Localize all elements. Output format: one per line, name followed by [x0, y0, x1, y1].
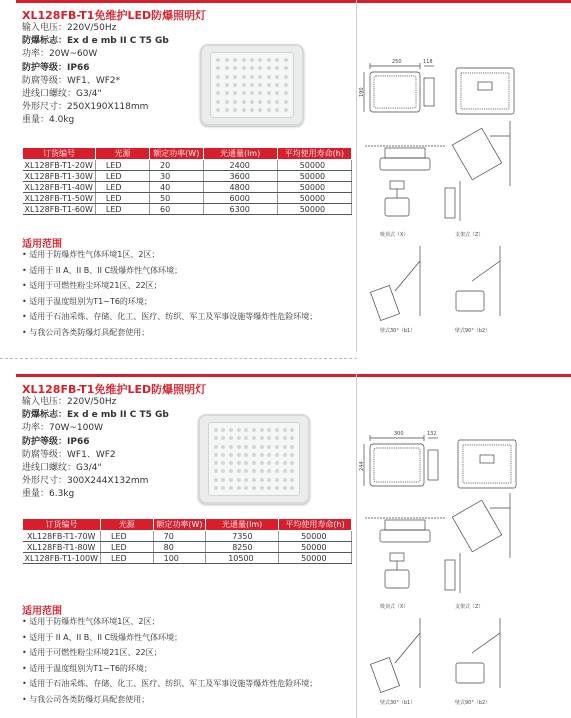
led-dot	[237, 436, 241, 440]
col-power: 额定功率(W)	[150, 148, 204, 160]
order-table	[22, 147, 352, 215]
cell-order: XL128FB-T1-80W	[23, 542, 101, 553]
list-item: • 适用于防爆炸性气体环境1区、2区；	[22, 250, 160, 259]
cell-lumen: 2400	[203, 160, 277, 171]
led-dot	[244, 478, 248, 482]
led-dot	[290, 478, 294, 482]
applications-title: 适用范围	[22, 606, 62, 617]
led-dot	[229, 486, 233, 490]
spec-weight: 重量：6.3kg	[22, 489, 75, 500]
led-dot	[267, 75, 271, 79]
led-dot	[229, 445, 233, 449]
list-item: • 与我公司各类防爆灯具配套使用；	[22, 327, 150, 337]
table-row	[23, 171, 352, 182]
cell-power: 40	[150, 182, 204, 193]
led-dot	[267, 453, 271, 457]
col-light-source: 光源	[95, 148, 149, 160]
column-divider	[356, 0, 357, 352]
cell-order: XL128FB-T1-70W	[23, 531, 101, 542]
front-view-drawing	[364, 63, 514, 114]
led-dot	[290, 453, 294, 457]
led-dot	[284, 75, 288, 79]
cell-lumen: 10500	[206, 553, 279, 564]
technical-drawings	[360, 56, 570, 346]
cell-life: 50000	[277, 193, 351, 204]
led-dot	[233, 100, 237, 104]
led-dot	[242, 83, 246, 87]
led-dot	[258, 91, 262, 95]
led-dot	[250, 58, 254, 62]
table-header-row	[23, 148, 352, 160]
bracket-mount-drawing	[452, 121, 510, 186]
applications-title: 适用范围	[22, 239, 62, 250]
table-row	[23, 193, 352, 204]
led-dot	[258, 83, 262, 87]
led-dot	[284, 83, 288, 87]
list-item: • 适用于防爆炸性气体环境1区、2区；	[22, 617, 160, 626]
dim-width: 250	[392, 59, 402, 65]
cell-lumen: 3600	[203, 171, 277, 182]
led-dot	[214, 486, 218, 490]
cell-order: XL128FB-T1-30W	[23, 171, 96, 182]
led-dot	[233, 58, 237, 62]
led-dot	[216, 75, 220, 79]
spec-ex-mark: 防爆标志：Ex d e mb II C T5 Gb	[22, 36, 169, 47]
list-item: • 适用于 II A、II B、II C级爆炸性气体环境；	[22, 265, 183, 275]
mount-label-x: 吸顶式（X）	[380, 232, 409, 238]
col-light-source: 光源	[101, 519, 154, 531]
led-dot	[252, 486, 256, 490]
led-dot	[237, 486, 241, 490]
led-dot	[267, 428, 271, 432]
led-dot	[216, 58, 220, 62]
led-dot	[214, 478, 218, 482]
led-dot	[283, 478, 287, 482]
led-dot	[260, 453, 264, 457]
led-dot	[242, 108, 246, 112]
led-dot	[283, 461, 287, 465]
led-dot	[214, 436, 218, 440]
spec-voltage: 输入电压：220V/50Hz	[22, 397, 117, 407]
led-dot	[260, 478, 264, 482]
dim-height: 244	[359, 461, 365, 471]
led-dot	[252, 428, 256, 432]
led-dot	[283, 453, 287, 457]
list-item: • 适用于石油采炼、存储、化工、医疗、纺织、军工及军事设施等爆炸性危险环境；	[22, 679, 318, 688]
led-dot	[244, 445, 248, 449]
mount-label-b1: 壁式30°（b1）	[380, 328, 416, 334]
led-dot	[275, 486, 279, 490]
led-dot	[214, 428, 218, 432]
led-dot	[242, 58, 246, 62]
product-section-1	[0, 0, 571, 352]
led-dot	[244, 428, 248, 432]
mount-label-b2: 壁式90°（b2）	[455, 700, 491, 706]
led-dot	[244, 469, 248, 473]
led-dot	[283, 428, 287, 432]
led-dot	[284, 58, 288, 62]
mount-label-x: 吸顶式（X）	[380, 604, 409, 610]
spec-list	[22, 22, 169, 128]
ceiling-mount-drawing	[365, 146, 445, 170]
led-dot	[284, 91, 288, 95]
led-dot	[233, 75, 237, 79]
cell-lumen: 4800	[203, 182, 277, 193]
column-divider	[356, 374, 357, 718]
pendant-mount-drawing	[385, 181, 460, 221]
led-dot	[275, 66, 279, 70]
table-row	[23, 542, 352, 553]
led-dot	[225, 75, 229, 79]
pendant-mount-drawing	[385, 553, 460, 593]
product-photo	[198, 414, 310, 504]
cell-lumen: 6300	[203, 204, 277, 215]
led-dot	[252, 478, 256, 482]
cell-life: 50000	[277, 171, 351, 182]
led-dot	[290, 428, 294, 432]
list-item: • 适用于温度组别为T1~T6的环境；	[22, 663, 152, 673]
led-dot	[233, 66, 237, 70]
led-dot	[244, 436, 248, 440]
led-dot	[216, 108, 220, 112]
led-dot	[221, 445, 225, 449]
led-dot	[237, 445, 241, 449]
led-dot	[252, 469, 256, 473]
product-section-2	[0, 374, 571, 718]
led-dot	[267, 83, 271, 87]
led-dot	[216, 83, 220, 87]
led-dot	[233, 108, 237, 112]
spec-weight: 重量：4.0kg	[22, 115, 75, 126]
col-lumen: 光通量(lm)	[203, 148, 277, 160]
led-dot	[250, 91, 254, 95]
led-dot	[267, 478, 271, 482]
led-dot	[221, 436, 225, 440]
led-dot	[275, 453, 279, 457]
list-item: • 适用于可燃性粉尘环境21区、22区；	[22, 648, 162, 657]
led-dot	[229, 436, 233, 440]
cell-order: XL128FB-T1-50W	[23, 193, 96, 204]
led-dot	[275, 75, 279, 79]
cell-source: LED	[95, 160, 149, 171]
spec-power: 功率：70W~100W	[22, 423, 103, 434]
led-dot	[250, 83, 254, 87]
led-dot	[267, 58, 271, 62]
led-dot	[237, 453, 241, 457]
cell-source: LED	[101, 542, 154, 553]
spec-ip: 防护等级：IP66	[22, 62, 90, 73]
col-power: 额定功率(W)	[153, 519, 206, 531]
col-lumen: 光通量(lm)	[206, 519, 279, 531]
wall-mount-90-drawing	[456, 246, 500, 316]
cell-power: 60	[150, 204, 204, 215]
applications-list	[22, 247, 317, 340]
led-dot	[267, 461, 271, 465]
col-order-no: 订货编号	[23, 148, 96, 160]
table-row	[23, 553, 352, 564]
led-dot	[229, 469, 233, 473]
led-dot	[252, 445, 256, 449]
led-dot	[290, 445, 294, 449]
led-dot	[258, 58, 262, 62]
led-dot	[237, 428, 241, 432]
led-dot	[275, 436, 279, 440]
led-dot	[283, 486, 287, 490]
led-dot	[267, 469, 271, 473]
list-item: • 适用于 II A、II B、II C级爆炸性气体环境；	[22, 632, 183, 642]
led-dot	[290, 461, 294, 465]
spec-ex-mark: 防爆标志：Ex d e mb II C T5 Gb	[22, 410, 169, 421]
led-dot	[221, 453, 225, 457]
spec-dimensions: 外形尺寸：250X190X118mm	[22, 102, 149, 113]
col-lifetime: 平均使用寿命(h)	[277, 148, 351, 160]
led-dot	[214, 461, 218, 465]
led-dot	[237, 461, 241, 465]
led-dot	[275, 469, 279, 473]
dim-depth: 132	[427, 431, 437, 437]
cell-power: 80	[153, 542, 206, 553]
led-dot	[267, 486, 271, 490]
spec-anticorrosion: 防腐等级：WF1、WF2	[22, 449, 116, 460]
spec-thread: 进线口螺纹：G3/4"	[22, 89, 102, 100]
section-top-bar	[16, 374, 571, 377]
spec-voltage: 输入电压：220V/50Hz	[22, 23, 117, 33]
led-dot	[221, 478, 225, 482]
spec-ip: 防护等级：IP66	[22, 436, 90, 447]
led-dot	[216, 66, 220, 70]
cell-source: LED	[95, 182, 149, 193]
section-separator	[0, 358, 357, 359]
led-dot	[275, 83, 279, 87]
led-dot	[221, 486, 225, 490]
cell-lumen: 7350	[206, 531, 279, 542]
led-dot	[225, 58, 229, 62]
led-dot	[242, 66, 246, 70]
table-header-row	[23, 519, 352, 531]
product-photo	[200, 44, 304, 126]
led-dot	[275, 428, 279, 432]
led-dot	[225, 91, 229, 95]
applications-list	[22, 614, 317, 707]
cell-power: 20	[150, 160, 204, 171]
list-item: • 与我公司各类防爆灯具配套使用；	[22, 694, 150, 704]
bracket-mount-drawing	[452, 493, 510, 558]
led-dot	[221, 469, 225, 473]
led-dot	[233, 83, 237, 87]
led-dot	[267, 91, 271, 95]
product-title: XL128FB-T1免维护LED防爆照明灯	[22, 383, 207, 396]
ceiling-mount-drawing	[365, 518, 445, 542]
led-dot	[252, 436, 256, 440]
list-item: • 适用于可燃性粉尘环境21区、22区；	[22, 281, 162, 290]
col-lifetime: 平均使用寿命(h)	[279, 519, 352, 531]
wall-mount-30-drawing	[370, 246, 420, 321]
led-dot	[267, 108, 271, 112]
led-dot	[252, 453, 256, 457]
led-dot	[242, 75, 246, 79]
led-dot	[250, 108, 254, 112]
front-view-drawing	[364, 435, 516, 488]
led-dot	[260, 469, 264, 473]
led-dot	[214, 469, 218, 473]
led-dot	[258, 75, 262, 79]
mount-label-b2: 壁式90°（b2）	[455, 328, 491, 334]
led-dot	[225, 100, 229, 104]
led-dot	[260, 486, 264, 490]
led-dot	[225, 108, 229, 112]
led-dot	[260, 461, 264, 465]
product-title: XL128FB-T1免维护LED防爆照明灯	[22, 9, 207, 22]
cell-source: LED	[95, 193, 149, 204]
mount-label-b1: 壁式30°（b1）	[380, 700, 416, 706]
led-dot	[229, 461, 233, 465]
led-dot	[284, 66, 288, 70]
mount-label-z: 支架式（Z）	[455, 232, 484, 238]
led-dot	[283, 445, 287, 449]
led-dot	[275, 478, 279, 482]
mount-label-z: 支架式（Z）	[455, 604, 484, 610]
dim-width: 300	[394, 431, 404, 437]
led-dot	[290, 436, 294, 440]
led-dot	[225, 83, 229, 87]
led-dot	[267, 436, 271, 440]
led-dot	[250, 66, 254, 70]
led-dot	[284, 108, 288, 112]
spec-power: 功率：20W~60W	[22, 49, 98, 60]
led-dot	[237, 478, 241, 482]
led-dot	[237, 469, 241, 473]
led-dot	[260, 428, 264, 432]
led-dot	[283, 469, 287, 473]
led-dot	[214, 453, 218, 457]
led-dot	[244, 486, 248, 490]
led-dot	[290, 486, 294, 490]
cell-source: LED	[95, 171, 149, 182]
led-dot	[275, 91, 279, 95]
led-dot	[283, 436, 287, 440]
cell-lumen: 8250	[206, 542, 279, 553]
cell-order: XL128FB-T1-60W	[23, 204, 96, 215]
cell-order: XL128FB-T1-40W	[23, 182, 96, 193]
led-dot	[216, 100, 220, 104]
led-dot	[242, 100, 246, 104]
wall-mount-30-drawing	[370, 618, 420, 693]
led-dot	[229, 478, 233, 482]
led-dot	[242, 91, 246, 95]
cell-life: 50000	[279, 531, 352, 542]
led-dot	[260, 445, 264, 449]
table-row	[23, 204, 352, 215]
led-dot	[233, 91, 237, 95]
cell-order: XL128FB-T1-100W	[23, 553, 101, 564]
cell-lumen: 6000	[203, 193, 277, 204]
cell-source: LED	[95, 204, 149, 215]
led-dot	[267, 66, 271, 70]
led-dot	[258, 108, 262, 112]
led-dot	[275, 445, 279, 449]
spec-thread: 进线口螺纹：G3/4"	[22, 463, 102, 474]
dim-height: 190	[359, 87, 365, 97]
led-dot	[258, 100, 262, 104]
led-dot	[252, 461, 256, 465]
cell-power: 50	[150, 193, 204, 204]
cell-source: LED	[101, 531, 154, 542]
cell-life: 50000	[279, 553, 352, 564]
cell-power: 100	[153, 553, 206, 564]
led-dot	[216, 91, 220, 95]
led-dot	[250, 100, 254, 104]
cell-life: 50000	[277, 182, 351, 193]
cell-power: 70	[153, 531, 206, 542]
cell-life: 50000	[277, 204, 351, 215]
led-dot	[260, 436, 264, 440]
cell-source: LED	[101, 553, 154, 564]
cell-order: XL128FB-T1-20W	[23, 160, 96, 171]
list-item: • 适用于温度组别为T1~T6的环境；	[22, 296, 152, 306]
led-dot	[275, 461, 279, 465]
led-dot	[290, 469, 294, 473]
order-table	[22, 518, 352, 564]
list-item: • 适用于石油采炼、存储、化工、医疗、纺织、军工及军事设施等爆炸性危险环境；	[22, 312, 318, 321]
led-dot	[275, 108, 279, 112]
led-dot	[258, 66, 262, 70]
led-dot	[221, 428, 225, 432]
technical-drawings	[360, 428, 570, 714]
led-dot	[214, 445, 218, 449]
led-dot	[244, 461, 248, 465]
led-panel	[210, 52, 294, 118]
spec-dimensions: 外形尺寸：300X244X132mm	[22, 476, 149, 487]
section-top-bar	[16, 0, 571, 3]
led-dot	[267, 445, 271, 449]
wall-mount-90-drawing	[456, 618, 500, 688]
led-dot	[229, 428, 233, 432]
col-order-no: 订货编号	[23, 519, 101, 531]
led-dot	[244, 453, 248, 457]
led-dot	[284, 100, 288, 104]
cell-power: 30	[150, 171, 204, 182]
cell-life: 50000	[277, 160, 351, 171]
table-row	[23, 182, 352, 193]
led-dot	[250, 75, 254, 79]
led-dot	[275, 100, 279, 104]
table-row	[23, 531, 352, 542]
cell-life: 50000	[279, 542, 352, 553]
led-dot	[267, 100, 271, 104]
led-dot	[225, 66, 229, 70]
spec-anticorrosion: 防腐等级：WF1、WF2*	[22, 75, 121, 86]
spec-list	[22, 396, 169, 502]
led-dot	[221, 461, 225, 465]
table-row	[23, 160, 352, 171]
dim-depth: 118	[423, 59, 433, 65]
led-dot	[229, 453, 233, 457]
led-dot	[275, 58, 279, 62]
led-panel	[208, 422, 300, 496]
